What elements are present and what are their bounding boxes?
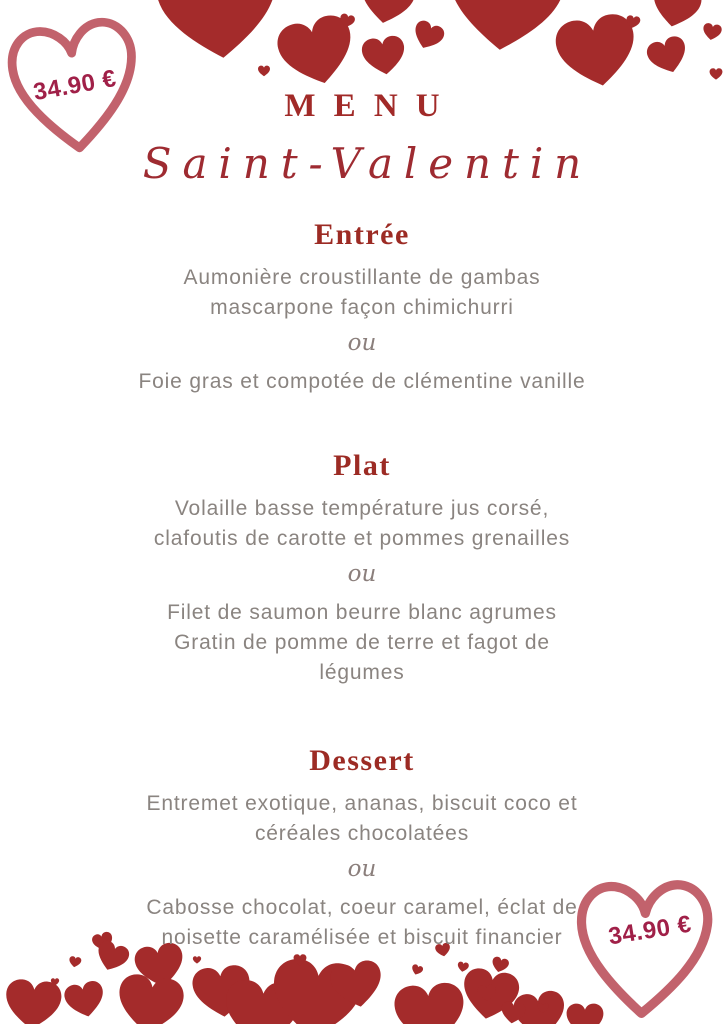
heart-icon bbox=[258, 66, 270, 77]
menu-content bbox=[0, 88, 724, 953]
heart-icon bbox=[360, 34, 407, 77]
heart-icon bbox=[710, 68, 723, 79]
heart-icon bbox=[193, 956, 201, 963]
section-heading-entree: Entrée bbox=[314, 218, 410, 251]
heart-icon bbox=[648, 0, 704, 31]
section-heading-dessert: Dessert bbox=[309, 744, 415, 777]
heart-icon bbox=[393, 981, 467, 1024]
dish-line: Entremet exotique, ananas, biscuit coco et bbox=[146, 792, 578, 815]
heart-icon bbox=[410, 18, 447, 53]
heart-icon bbox=[702, 22, 723, 41]
or-separator: ou bbox=[347, 561, 377, 587]
or-separator: ou bbox=[347, 330, 377, 356]
heart-icon bbox=[357, 0, 418, 27]
dish-line: clafoutis de carotte et pommes grenailles bbox=[153, 527, 571, 550]
dish-line: Aumonière croustillante de gambas bbox=[183, 266, 541, 289]
dish-line: mascarpone façon chimichurri bbox=[210, 296, 514, 319]
menu-title: MENU bbox=[284, 88, 458, 124]
heart-icon bbox=[490, 956, 510, 974]
heart-icon bbox=[68, 956, 82, 968]
heart-icon bbox=[443, 0, 568, 56]
dish-line: Gratin de pomme de terre et fagot de bbox=[174, 631, 550, 654]
section-plat bbox=[0, 449, 724, 688]
dish-line: Filet de saumon beurre blanc agrumes bbox=[167, 601, 557, 624]
menu-subtitle: Saint-Valentin bbox=[142, 139, 593, 188]
dish-line: céréales chocolatées bbox=[254, 822, 470, 845]
section-heading-plat: Plat bbox=[333, 449, 391, 482]
dish-option bbox=[0, 367, 724, 397]
heart-icon bbox=[3, 978, 62, 1024]
dish-option bbox=[0, 494, 724, 554]
menu-price: 34.90 € bbox=[31, 64, 119, 107]
heart-icon bbox=[153, 0, 283, 64]
heart-icon bbox=[457, 961, 470, 972]
dish-line: Volaille basse température jus corsé, bbox=[174, 497, 550, 520]
dish-option bbox=[0, 598, 724, 688]
dish-line: Cabosse chocolat, coeur caramel, éclat de bbox=[146, 896, 578, 919]
section-dessert bbox=[0, 744, 724, 953]
section-entree bbox=[0, 218, 724, 397]
dish-option bbox=[0, 789, 724, 849]
dish-line: légumes bbox=[319, 661, 405, 684]
heart-icon bbox=[114, 972, 186, 1024]
heart-icon bbox=[410, 963, 424, 976]
dish-line: noisette caramélisée et biscuit financier bbox=[161, 926, 563, 949]
heart-icon bbox=[644, 34, 691, 78]
or-separator: ou bbox=[347, 856, 377, 882]
dish-option bbox=[0, 893, 724, 953]
heart-icon bbox=[63, 979, 108, 1020]
dish-line: Foie gras et compotée de clémentine vanille bbox=[138, 370, 586, 393]
menu-price: 34.90 € bbox=[606, 910, 694, 951]
dish-option bbox=[0, 263, 724, 323]
